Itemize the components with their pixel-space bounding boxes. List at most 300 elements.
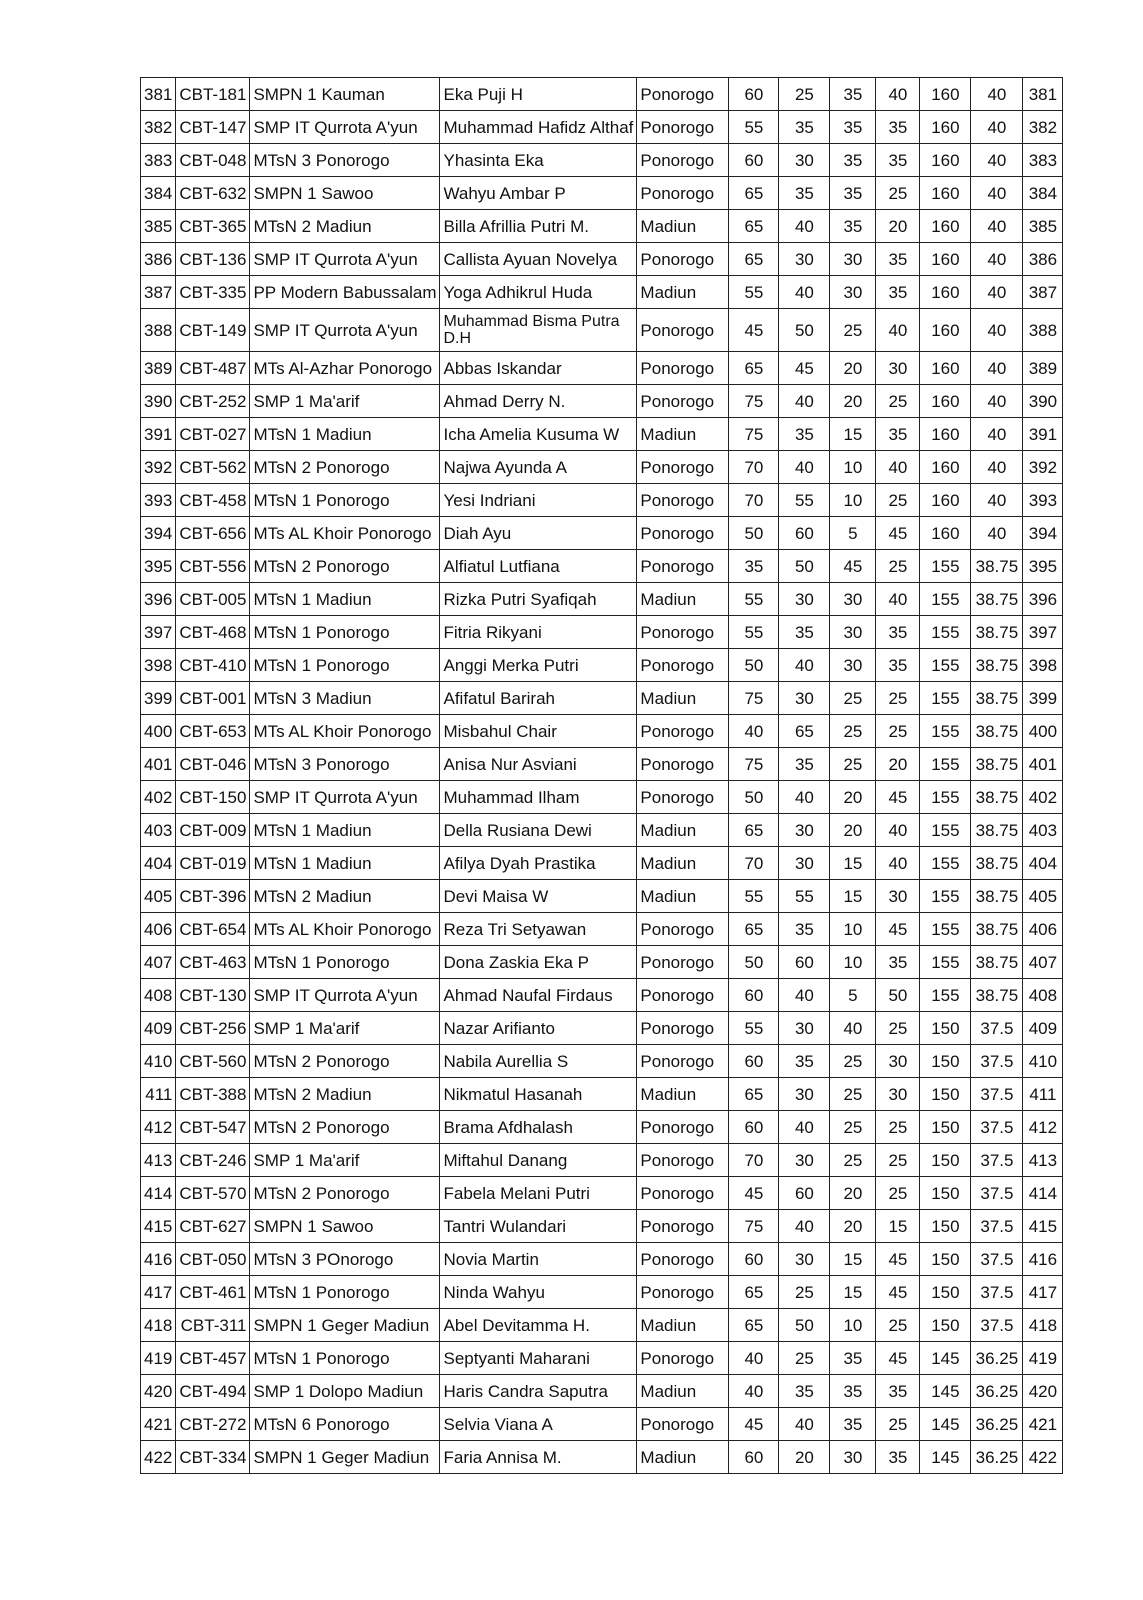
position-cell: 422 <box>1023 1441 1063 1474</box>
region-cell: Ponorogo <box>637 946 729 979</box>
percent-cell: 40 <box>971 78 1023 111</box>
school-cell: MTsN 1 Madiun <box>250 814 440 847</box>
table-row <box>141 682 1063 715</box>
score-3-cell: 10 <box>830 946 876 979</box>
total-cell: 155 <box>920 583 971 616</box>
table-body <box>141 78 1063 1474</box>
score-1-cell: 50 <box>729 946 779 979</box>
table-row <box>141 1342 1063 1375</box>
percent-cell: 40 <box>971 385 1023 418</box>
score-1-cell: 55 <box>729 111 779 144</box>
score-3-cell: 35 <box>830 177 876 210</box>
rank-cell: 416 <box>141 1243 176 1276</box>
percent-cell: 38.75 <box>971 781 1023 814</box>
name-cell: Della Rusiana Dewi <box>440 814 637 847</box>
rank-cell: 422 <box>141 1441 176 1474</box>
percent-cell: 37.5 <box>971 1144 1023 1177</box>
rank-cell: 400 <box>141 715 176 748</box>
score-1-cell: 55 <box>729 583 779 616</box>
position-cell: 394 <box>1023 517 1063 550</box>
score-4-cell: 25 <box>876 715 920 748</box>
score-1-cell: 50 <box>729 517 779 550</box>
name-cell: Fabela Melani Putri <box>440 1177 637 1210</box>
code-cell: CBT-181 <box>176 78 250 111</box>
name-cell: Brama Afdhalash <box>440 1111 637 1144</box>
region-cell: Ponorogo <box>637 913 729 946</box>
total-cell: 160 <box>920 210 971 243</box>
rank-cell: 420 <box>141 1375 176 1408</box>
rank-cell: 412 <box>141 1111 176 1144</box>
total-cell: 155 <box>920 847 971 880</box>
score-3-cell: 25 <box>830 309 876 352</box>
code-cell: CBT-136 <box>176 243 250 276</box>
score-1-cell: 60 <box>729 1111 779 1144</box>
table-row <box>141 814 1063 847</box>
percent-cell: 36.25 <box>971 1375 1023 1408</box>
name-cell: Billa Afrillia Putri M. <box>440 210 637 243</box>
score-2-cell: 25 <box>779 1276 830 1309</box>
name-cell: Callista Ayuan Novelya <box>440 243 637 276</box>
table-row <box>141 177 1063 210</box>
score-4-cell: 40 <box>876 309 920 352</box>
school-cell: SMP 1 Ma'arif <box>250 1012 440 1045</box>
name-cell: Rizka Putri Syafiqah <box>440 583 637 616</box>
position-cell: 417 <box>1023 1276 1063 1309</box>
school-cell: MTs Al-Azhar Ponorogo <box>250 352 440 385</box>
name-cell: Reza Tri Setyawan <box>440 913 637 946</box>
score-2-cell: 40 <box>779 210 830 243</box>
region-cell: Ponorogo <box>637 144 729 177</box>
region-cell: Ponorogo <box>637 1243 729 1276</box>
rank-cell: 386 <box>141 243 176 276</box>
rank-cell: 383 <box>141 144 176 177</box>
percent-cell: 37.5 <box>971 1045 1023 1078</box>
table-row <box>141 550 1063 583</box>
total-cell: 160 <box>920 177 971 210</box>
score-1-cell: 65 <box>729 913 779 946</box>
code-cell: CBT-653 <box>176 715 250 748</box>
score-4-cell: 35 <box>876 1441 920 1474</box>
position-cell: 392 <box>1023 451 1063 484</box>
percent-cell: 40 <box>971 177 1023 210</box>
region-cell: Ponorogo <box>637 649 729 682</box>
code-cell: CBT-147 <box>176 111 250 144</box>
percent-cell: 40 <box>971 484 1023 517</box>
school-cell: SMP 1 Ma'arif <box>250 385 440 418</box>
score-4-cell: 30 <box>876 1045 920 1078</box>
table-row <box>141 385 1063 418</box>
total-cell: 160 <box>920 144 971 177</box>
region-cell: Madiun <box>637 814 729 847</box>
total-cell: 155 <box>920 550 971 583</box>
code-cell: CBT-458 <box>176 484 250 517</box>
position-cell: 399 <box>1023 682 1063 715</box>
score-2-cell: 35 <box>779 1045 830 1078</box>
region-cell: Ponorogo <box>637 1342 729 1375</box>
percent-cell: 40 <box>971 451 1023 484</box>
score-3-cell: 35 <box>830 1342 876 1375</box>
score-1-cell: 55 <box>729 276 779 309</box>
score-3-cell: 20 <box>830 385 876 418</box>
position-cell: 415 <box>1023 1210 1063 1243</box>
region-cell: Madiun <box>637 1309 729 1342</box>
region-cell: Madiun <box>637 682 729 715</box>
percent-cell: 40 <box>971 111 1023 144</box>
percent-cell: 38.75 <box>971 616 1023 649</box>
name-cell: Anggi Merka Putri <box>440 649 637 682</box>
score-1-cell: 75 <box>729 1210 779 1243</box>
code-cell: CBT-457 <box>176 1342 250 1375</box>
school-cell: MTsN 1 Ponorogo <box>250 1342 440 1375</box>
score-2-cell: 40 <box>779 385 830 418</box>
score-3-cell: 10 <box>830 913 876 946</box>
rank-cell: 415 <box>141 1210 176 1243</box>
percent-cell: 38.75 <box>971 649 1023 682</box>
total-cell: 155 <box>920 979 971 1012</box>
code-cell: CBT-461 <box>176 1276 250 1309</box>
name-cell: Afifatul Barirah <box>440 682 637 715</box>
table-row <box>141 78 1063 111</box>
percent-cell: 37.5 <box>971 1177 1023 1210</box>
score-4-cell: 25 <box>876 1012 920 1045</box>
school-cell: MTsN 2 Ponorogo <box>250 451 440 484</box>
percent-cell: 40 <box>971 418 1023 451</box>
score-2-cell: 40 <box>779 979 830 1012</box>
rank-cell: 410 <box>141 1045 176 1078</box>
rank-cell: 411 <box>141 1078 176 1111</box>
table-row <box>141 1375 1063 1408</box>
total-cell: 160 <box>920 517 971 550</box>
percent-cell: 38.75 <box>971 814 1023 847</box>
rank-cell: 395 <box>141 550 176 583</box>
school-cell: MTsN 1 Ponorogo <box>250 649 440 682</box>
score-1-cell: 45 <box>729 1408 779 1441</box>
score-3-cell: 10 <box>830 451 876 484</box>
position-cell: 382 <box>1023 111 1063 144</box>
total-cell: 150 <box>920 1111 971 1144</box>
position-cell: 385 <box>1023 210 1063 243</box>
percent-cell: 37.5 <box>971 1243 1023 1276</box>
score-3-cell: 25 <box>830 715 876 748</box>
code-cell: CBT-487 <box>176 352 250 385</box>
position-cell: 416 <box>1023 1243 1063 1276</box>
percent-cell: 38.75 <box>971 847 1023 880</box>
percent-cell: 37.5 <box>971 1111 1023 1144</box>
score-2-cell: 20 <box>779 1441 830 1474</box>
position-cell: 409 <box>1023 1012 1063 1045</box>
position-cell: 391 <box>1023 418 1063 451</box>
rank-cell: 405 <box>141 880 176 913</box>
region-cell: Madiun <box>637 276 729 309</box>
score-1-cell: 65 <box>729 210 779 243</box>
name-cell: Abbas Iskandar <box>440 352 637 385</box>
name-cell: Fitria Rikyani <box>440 616 637 649</box>
score-1-cell: 55 <box>729 1012 779 1045</box>
total-cell: 155 <box>920 913 971 946</box>
score-1-cell: 65 <box>729 177 779 210</box>
position-cell: 405 <box>1023 880 1063 913</box>
score-2-cell: 25 <box>779 1342 830 1375</box>
name-cell: Muhammad Hafidz Althaf <box>440 111 637 144</box>
percent-cell: 38.75 <box>971 682 1023 715</box>
code-cell: CBT-562 <box>176 451 250 484</box>
score-4-cell: 25 <box>876 385 920 418</box>
school-cell: MTsN 3 Madiun <box>250 682 440 715</box>
table-row <box>141 210 1063 243</box>
rank-cell: 404 <box>141 847 176 880</box>
school-cell: SMPN 1 Sawoo <box>250 1210 440 1243</box>
name-cell: Yesi Indriani <box>440 484 637 517</box>
code-cell: CBT-001 <box>176 682 250 715</box>
score-4-cell: 45 <box>876 913 920 946</box>
name-cell: Nikmatul Hasanah <box>440 1078 637 1111</box>
percent-cell: 37.5 <box>971 1078 1023 1111</box>
score-3-cell: 25 <box>830 682 876 715</box>
percent-cell: 37.5 <box>971 1276 1023 1309</box>
school-cell: SMP IT Qurrota A'yun <box>250 309 440 352</box>
table-row <box>141 1012 1063 1045</box>
score-1-cell: 75 <box>729 418 779 451</box>
rank-cell: 421 <box>141 1408 176 1441</box>
name-cell: Novia Martin <box>440 1243 637 1276</box>
score-2-cell: 30 <box>779 814 830 847</box>
table-row <box>141 1045 1063 1078</box>
position-cell: 384 <box>1023 177 1063 210</box>
score-3-cell: 25 <box>830 1078 876 1111</box>
score-4-cell: 15 <box>876 1210 920 1243</box>
score-1-cell: 60 <box>729 1243 779 1276</box>
score-2-cell: 35 <box>779 111 830 144</box>
position-cell: 413 <box>1023 1144 1063 1177</box>
table-row <box>141 243 1063 276</box>
school-cell: SMPN 1 Kauman <box>250 78 440 111</box>
table-row <box>141 913 1063 946</box>
school-cell: MTsN 1 Madiun <box>250 583 440 616</box>
score-4-cell: 25 <box>876 1309 920 1342</box>
score-1-cell: 50 <box>729 781 779 814</box>
score-4-cell: 40 <box>876 451 920 484</box>
score-2-cell: 40 <box>779 451 830 484</box>
score-2-cell: 45 <box>779 352 830 385</box>
score-2-cell: 55 <box>779 484 830 517</box>
total-cell: 160 <box>920 451 971 484</box>
region-cell: Ponorogo <box>637 484 729 517</box>
score-3-cell: 30 <box>830 616 876 649</box>
code-cell: CBT-396 <box>176 880 250 913</box>
school-cell: MTs AL Khoir Ponorogo <box>250 913 440 946</box>
region-cell: Ponorogo <box>637 1177 729 1210</box>
code-cell: CBT-311 <box>176 1309 250 1342</box>
school-cell: MTsN 3 Ponorogo <box>250 144 440 177</box>
position-cell: 406 <box>1023 913 1063 946</box>
code-cell: CBT-335 <box>176 276 250 309</box>
position-cell: 410 <box>1023 1045 1063 1078</box>
code-cell: CBT-149 <box>176 309 250 352</box>
score-2-cell: 50 <box>779 550 830 583</box>
code-cell: CBT-570 <box>176 1177 250 1210</box>
score-2-cell: 25 <box>779 78 830 111</box>
code-cell: CBT-252 <box>176 385 250 418</box>
total-cell: 160 <box>920 78 971 111</box>
code-cell: CBT-009 <box>176 814 250 847</box>
position-cell: 400 <box>1023 715 1063 748</box>
table-row <box>141 781 1063 814</box>
school-cell: MTsN 1 Madiun <box>250 418 440 451</box>
region-cell: Ponorogo <box>637 1144 729 1177</box>
percent-cell: 38.75 <box>971 583 1023 616</box>
region-cell: Ponorogo <box>637 616 729 649</box>
name-cell: Ahmad Naufal Firdaus <box>440 979 637 1012</box>
position-cell: 419 <box>1023 1342 1063 1375</box>
score-4-cell: 25 <box>876 682 920 715</box>
score-4-cell: 45 <box>876 1243 920 1276</box>
code-cell: CBT-410 <box>176 649 250 682</box>
total-cell: 150 <box>920 1045 971 1078</box>
rank-cell: 391 <box>141 418 176 451</box>
total-cell: 160 <box>920 243 971 276</box>
score-1-cell: 75 <box>729 748 779 781</box>
score-3-cell: 35 <box>830 1375 876 1408</box>
rank-cell: 393 <box>141 484 176 517</box>
position-cell: 396 <box>1023 583 1063 616</box>
rank-cell: 419 <box>141 1342 176 1375</box>
score-2-cell: 30 <box>779 682 830 715</box>
score-3-cell: 45 <box>830 550 876 583</box>
code-cell: CBT-334 <box>176 1441 250 1474</box>
table-row <box>141 946 1063 979</box>
school-cell: MTsN 2 Ponorogo <box>250 1045 440 1078</box>
school-cell: MTsN 3 POnorogo <box>250 1243 440 1276</box>
score-2-cell: 50 <box>779 1309 830 1342</box>
total-cell: 155 <box>920 781 971 814</box>
table-row <box>141 715 1063 748</box>
score-3-cell: 25 <box>830 748 876 781</box>
position-cell: 383 <box>1023 144 1063 177</box>
position-cell: 397 <box>1023 616 1063 649</box>
name-cell: Diah Ayu <box>440 517 637 550</box>
table-row <box>141 111 1063 144</box>
total-cell: 155 <box>920 715 971 748</box>
position-cell: 398 <box>1023 649 1063 682</box>
score-1-cell: 65 <box>729 1309 779 1342</box>
total-cell: 155 <box>920 880 971 913</box>
score-3-cell: 30 <box>830 276 876 309</box>
percent-cell: 40 <box>971 517 1023 550</box>
score-3-cell: 40 <box>830 1012 876 1045</box>
score-1-cell: 40 <box>729 1342 779 1375</box>
name-cell: Nabila Aurellia S <box>440 1045 637 1078</box>
total-cell: 155 <box>920 748 971 781</box>
score-2-cell: 40 <box>779 1210 830 1243</box>
table-row <box>141 1177 1063 1210</box>
total-cell: 150 <box>920 1144 971 1177</box>
total-cell: 160 <box>920 111 971 144</box>
rank-cell: 414 <box>141 1177 176 1210</box>
name-cell: Muhammad Ilham <box>440 781 637 814</box>
score-2-cell: 35 <box>779 1375 830 1408</box>
score-2-cell: 35 <box>779 913 830 946</box>
name-cell: Abel Devitamma H. <box>440 1309 637 1342</box>
percent-cell: 38.75 <box>971 715 1023 748</box>
score-1-cell: 50 <box>729 649 779 682</box>
region-cell: Madiun <box>637 847 729 880</box>
total-cell: 150 <box>920 1210 971 1243</box>
score-4-cell: 45 <box>876 1276 920 1309</box>
position-cell: 387 <box>1023 276 1063 309</box>
score-2-cell: 40 <box>779 276 830 309</box>
rank-cell: 388 <box>141 309 176 352</box>
region-cell: Ponorogo <box>637 352 729 385</box>
code-cell: CBT-272 <box>176 1408 250 1441</box>
code-cell: CBT-019 <box>176 847 250 880</box>
percent-cell: 38.75 <box>971 748 1023 781</box>
percent-cell: 36.25 <box>971 1408 1023 1441</box>
code-cell: CBT-130 <box>176 979 250 1012</box>
total-cell: 145 <box>920 1342 971 1375</box>
region-cell: Madiun <box>637 210 729 243</box>
score-2-cell: 50 <box>779 309 830 352</box>
score-4-cell: 25 <box>876 484 920 517</box>
percent-cell: 36.25 <box>971 1441 1023 1474</box>
code-cell: CBT-388 <box>176 1078 250 1111</box>
position-cell: 388 <box>1023 309 1063 352</box>
name-cell: Nazar Arifianto <box>440 1012 637 1045</box>
code-cell: CBT-556 <box>176 550 250 583</box>
score-2-cell: 30 <box>779 1012 830 1045</box>
score-4-cell: 30 <box>876 352 920 385</box>
score-2-cell: 35 <box>779 748 830 781</box>
name-cell: Yhasinta Eka <box>440 144 637 177</box>
score-2-cell: 55 <box>779 880 830 913</box>
score-2-cell: 40 <box>779 649 830 682</box>
score-3-cell: 25 <box>830 1144 876 1177</box>
score-1-cell: 60 <box>729 1045 779 1078</box>
name-cell: Selvia Viana A <box>440 1408 637 1441</box>
percent-cell: 40 <box>971 144 1023 177</box>
score-3-cell: 35 <box>830 144 876 177</box>
score-1-cell: 45 <box>729 1177 779 1210</box>
score-4-cell: 25 <box>876 1177 920 1210</box>
percent-cell: 40 <box>971 243 1023 276</box>
region-cell: Ponorogo <box>637 78 729 111</box>
position-cell: 395 <box>1023 550 1063 583</box>
school-cell: MTsN 1 Ponorogo <box>250 484 440 517</box>
score-4-cell: 35 <box>876 649 920 682</box>
score-3-cell: 35 <box>830 111 876 144</box>
total-cell: 160 <box>920 276 971 309</box>
code-cell: CBT-150 <box>176 781 250 814</box>
rank-cell: 399 <box>141 682 176 715</box>
score-1-cell: 70 <box>729 451 779 484</box>
score-4-cell: 30 <box>876 1078 920 1111</box>
table-row <box>141 649 1063 682</box>
percent-cell: 38.75 <box>971 913 1023 946</box>
score-1-cell: 60 <box>729 144 779 177</box>
score-4-cell: 20 <box>876 210 920 243</box>
score-2-cell: 30 <box>779 1243 830 1276</box>
score-3-cell: 30 <box>830 583 876 616</box>
position-cell: 402 <box>1023 781 1063 814</box>
region-cell: Ponorogo <box>637 1045 729 1078</box>
region-cell: Ponorogo <box>637 1210 729 1243</box>
score-4-cell: 35 <box>876 418 920 451</box>
school-cell: MTs AL Khoir Ponorogo <box>250 715 440 748</box>
score-1-cell: 40 <box>729 715 779 748</box>
code-cell: CBT-632 <box>176 177 250 210</box>
score-2-cell: 30 <box>779 1078 830 1111</box>
score-2-cell: 30 <box>779 1144 830 1177</box>
rank-cell: 396 <box>141 583 176 616</box>
